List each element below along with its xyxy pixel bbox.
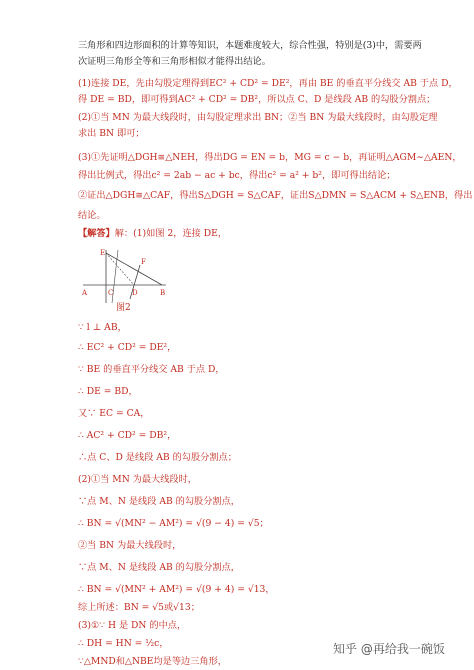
analysis-line-6: 得出比例式，得出c² = 2ab − ac + bc，得出c² = a² + b²，即可得出结论； xyxy=(78,170,396,181)
proof-line-5: 又∵ EC = CA， xyxy=(78,408,150,419)
proof-line-9: ∵点 M、N 是线段 AB 的勾股分割点， xyxy=(78,496,240,507)
proof-line-6: ∴ AC² + CD² = DB²， xyxy=(78,430,177,441)
analysis-line-2: 得 DE = BD，即可得到AC² + CD² = DB²，所以点 C、D 是线段 AB 的勾股分割点； xyxy=(78,94,436,105)
intro-line-2: 次证明三角形全等和三角形相似才能得出结论。 xyxy=(78,56,271,67)
analysis-line-1: (1)连接 DE，先由勾股定理得到EC² + CD² = DE²，再由 BE 的垂直平分线交 AB 于点 D， xyxy=(78,78,458,89)
proof-line-2: ∴ EC² + CD² = DE²， xyxy=(78,342,177,353)
analysis-line-7: ②证出△DGH≅△CAF，得出S△DGH = S△CAF，证出S△DMN = S△ACM + S△ENB，得出 xyxy=(78,190,473,201)
proof-line-14: 综上所述：BN = √5或√13； xyxy=(78,602,200,613)
figure-caption: 图2 xyxy=(116,303,131,313)
label-f: F xyxy=(141,258,146,266)
answer-heading xyxy=(78,228,227,240)
label-b: B xyxy=(160,289,166,297)
analysis-line-3: (2)①当 MN 为最大线段时，由勾股定理求出 BN；②当 BN 为最大线段时，由勾股定理 xyxy=(78,112,438,123)
label-c: C xyxy=(108,289,114,297)
analysis-line-5: (3)①先证明△DGH≅△NEH，得出DG = EN = b，MG = c − b，再证明△AGM∼△AEN， xyxy=(78,152,462,163)
proof-line-10: ∴ BN = √(MN² − AM²) = √(9 − 4) = √5； xyxy=(78,518,269,529)
analysis-line-4: 求出 BN 即可； xyxy=(78,128,145,139)
proof-line-7: ∴点 C、D 是线段 AB 的勾股分割点； xyxy=(78,452,237,463)
proof-line-12: ∵点 M、N 是线段 AB 的勾股分割点， xyxy=(78,562,240,573)
zhihu-watermark: 知乎 @再给我一碗饭 xyxy=(333,642,445,656)
label-e: E xyxy=(100,249,106,257)
proof-line-3: ∵ BE 的垂直平分线交 AB 于点 D， xyxy=(78,364,225,375)
analysis-line-8: 结论。 xyxy=(78,210,106,221)
label-d: D xyxy=(132,289,138,297)
segment-ed xyxy=(106,253,134,285)
proof-line-17: ∵△MND和△NBE均是等边三角形， xyxy=(78,656,227,667)
proof-line-11: ②当 BN 为最大线段时， xyxy=(78,540,182,551)
proof-line-1: ∵ l ⊥ AB， xyxy=(78,322,127,333)
label-a: A xyxy=(82,289,88,297)
intro-line-1: 三角形和四边形面积的计算等知识，本题难度较大，综合性强，特别是(3)中，需要两 xyxy=(78,40,422,51)
proof-line-15: (3)①∵ H 是 DN 的中点， xyxy=(78,620,187,631)
proof-line-13: ∴ BN = √(MN² + AM²) = √(9 + 4) = √13， xyxy=(78,584,275,595)
proof-line-4: ∴ DE = BD， xyxy=(78,386,138,397)
figure-2 xyxy=(78,245,168,305)
answer-tag: 【解答】 xyxy=(78,228,115,239)
proof-line-8: (2)①当 MN 为最大线段时， xyxy=(78,474,197,485)
answer-first: 解：(1)如图 2，连接 DE， xyxy=(114,228,228,239)
proof-line-16: ∴ DH = HN = ½c， xyxy=(78,638,169,649)
